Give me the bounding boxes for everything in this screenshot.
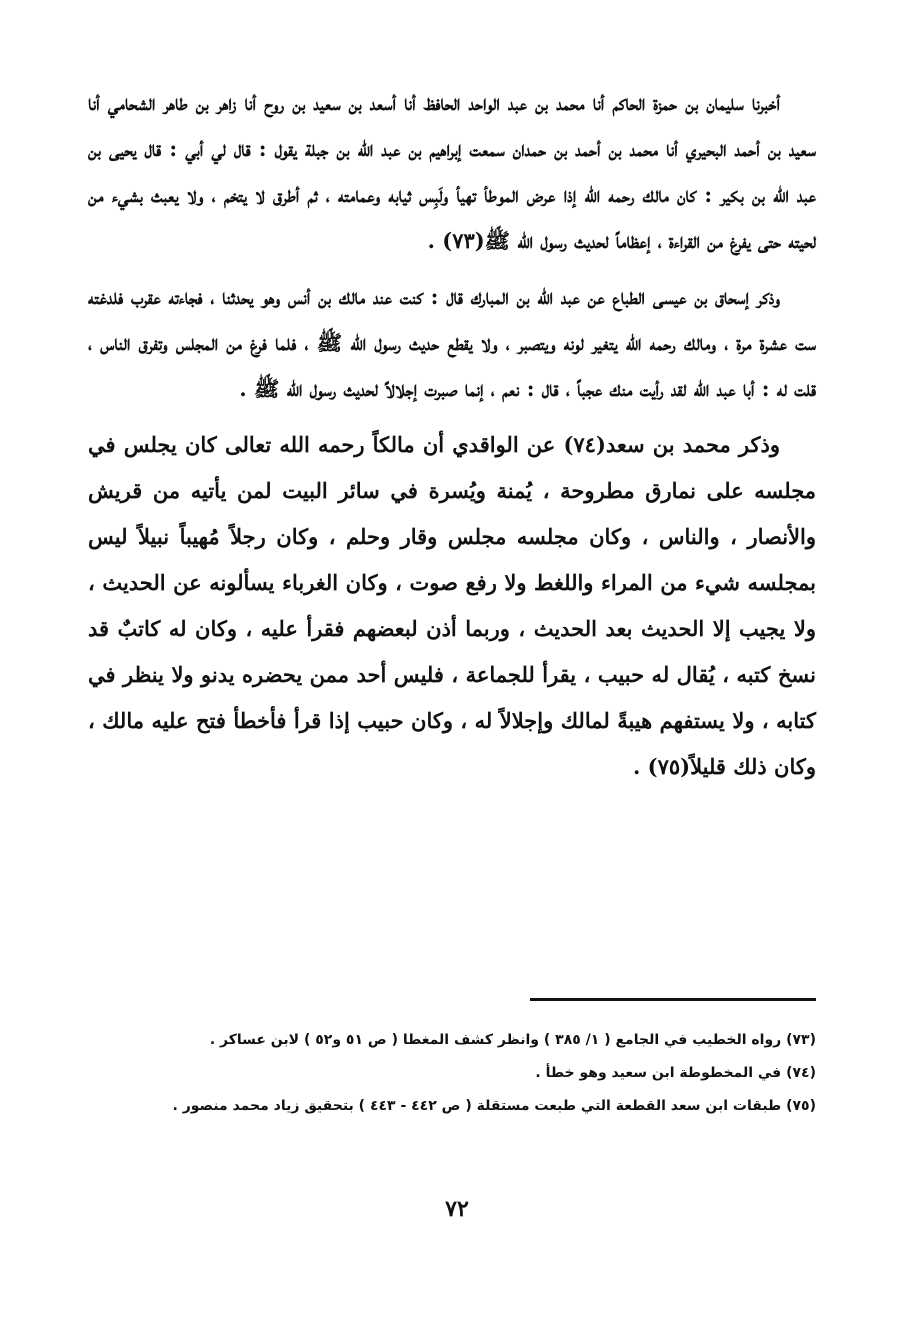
page-number: ٧٢	[445, 1196, 469, 1222]
footnote-73: (٧٣) رواه الخطيب في الجامع ( ١/ ٣٨٥ ) وانظر كشف المغطا ( ص ٥١ و٥٢ ) لابن عساكر .	[209, 1032, 816, 1048]
footnote-74: (٧٤) في المخطوطة ابن سعيد وهو خطأ .	[535, 1065, 816, 1081]
footnote-75: (٧٥) طبقات ابن سعد القطعة التي طبعت مستقلة ( ص ٤٤٢ - ٤٤٣ ) بتحقيق زياد محمد منصور .	[172, 1098, 816, 1114]
footnote-separator	[530, 998, 816, 1001]
paragraph-1: أخبرنا سليمان بن حمزة الحاكم أنا محمد بن عبد الواحد الحافظ أنا أسعد بن سعيد بن روح أنا زاهر بن طاهر الشحامي أنا سعيد بن أحمد البحيري أنا محمد بن أحمد بن حمدان سمعت إبراهيم بن عبد الله بن جبلة يقول : قال لي أبي : قال يحيى بن عبد الله بن بكير : كان مالك رحمه الله إذا عرض الموطأ تهيأ ولَبِس ثيابه وعمامته ، ثم أطرق لا يتخم ، ولا يعبث بشيء من لحيته حتى يفرغ من القراءة ، إعظاماً لحديث رسول الله ﷺ(٧٣) .	[88, 90, 816, 253]
paragraph-2: وذكر إسحاق بن عيسى الطباع عن عبد الله بن المبارك قال : كنت عند مالك بن أنس وهو يحدثنا ، فجاءته عقرب فلدغته ست عشرة مرة ، ومالك رحمه الله يتغير لونه ويتصبر ، ولا يقطع حديث رسول الله ﷺ ، فلما فرغ من المجلس وتفرق الناس ، قلت له : أبا عبد الله لقد رأيت منك عجباً ، قال : نعم ، إنما صبرت إجلالاً لحديث رسول الله ﷺ .	[88, 284, 816, 401]
main-text	[88, 80, 816, 790]
paragraph-3: وذكر محمد بن سعد(٧٤) عن الواقدي أن مالكاً رحمه الله تعالى كان يجلس في مجلسه على نمارق مطروحة ، يُمنة ويُسرة في سائر البيت لمن يأتيه من قريش والأنصار ، والناس ، وكان مجلسه مجلس وقار وحلم ، وكان رجلاً مُهيباً نبيلاً ليس بمجلسه شيء من المراء واللغط ولا رفع صوت ، وكان الغرباء يسألونه عن الحديث ، ولا يجيب إلا الحديث بعد الحديث ، وربما أذن لبعضهم فقرأ عليه ، وكان له كاتبٌ قد نسخ كتبه ، يُقال له حبيب ، يقرأ للجماعة ، فليس أحد ممن يحضره يدنو ولا ينظر في كتابه ، ولا يستفهم هيبةً لمالك وإجلالاً له ، وكان حبيب إذا قرأ فأخطأ فتح عليه مالك ، وكان ذلك قليلاً(٧٥) .	[88, 432, 816, 779]
footnotes	[88, 1024, 816, 1123]
